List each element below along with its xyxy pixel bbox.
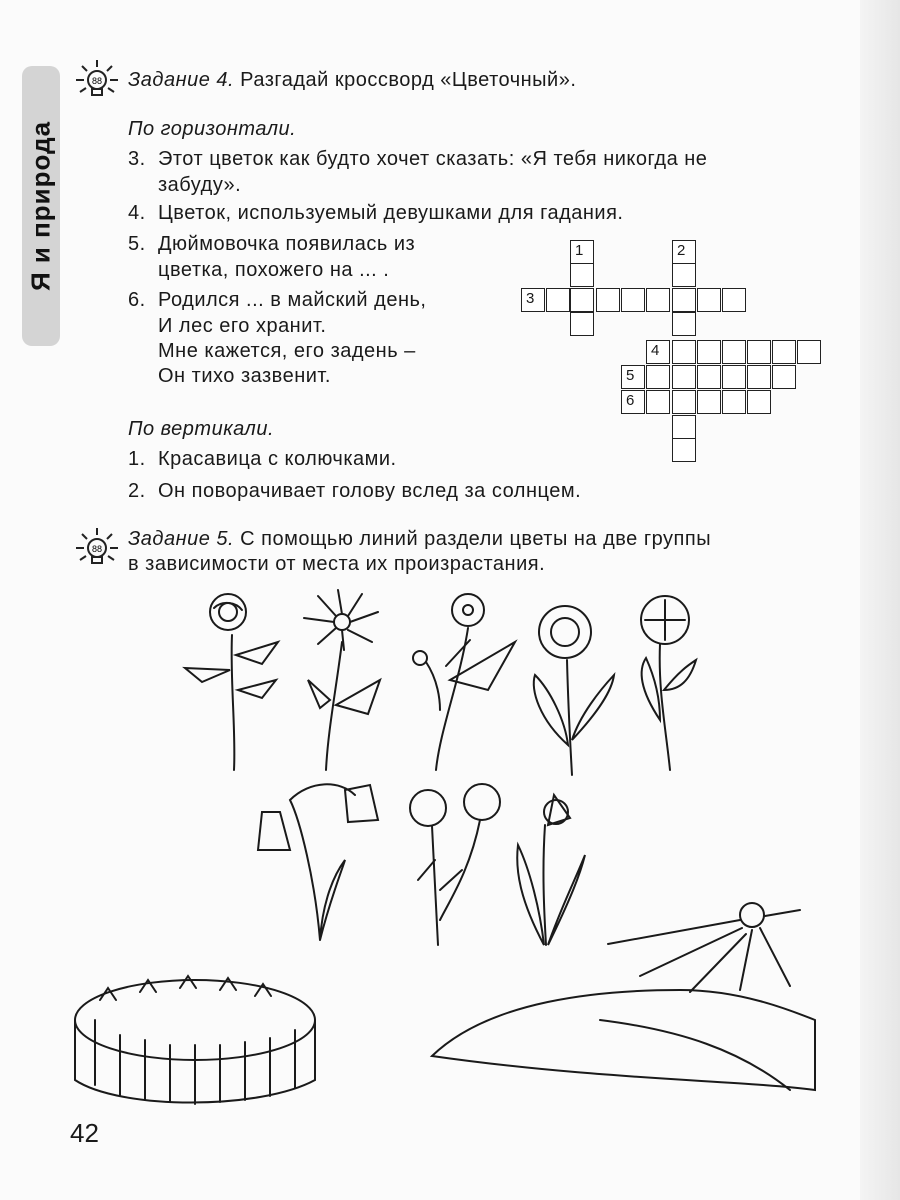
vclue-2: 2. Он поворачивает голову вслед за солнцем. [128,480,582,502]
clue-5-line1: 5. Дюймовочка появилась из [128,233,416,255]
crossword-cell[interactable] [646,390,670,414]
crossword-cell[interactable] [672,263,696,287]
clue-3-line2: забуду». [158,174,242,196]
crossword-cell[interactable] [672,438,696,462]
crossword-cell[interactable] [596,288,620,312]
crossword-cell[interactable]: 4 [646,340,670,364]
clue-6-line3: Мне кажется, его задень – [158,340,416,362]
flowers-illustration [0,580,900,1180]
crossword-cell[interactable] [722,390,746,414]
crossword-cell[interactable] [797,340,821,364]
clue-6-line1: 6. Родился ... в майский день, [128,289,427,311]
crossword-cell[interactable] [672,288,696,312]
crossword-cell[interactable] [621,288,645,312]
crossword-cell[interactable]: 5 [621,365,645,389]
daisy-drawing[interactable] [304,590,380,770]
crossword-cell[interactable] [697,288,721,312]
rose-drawing[interactable] [185,594,278,770]
buttercup-drawing[interactable] [413,594,515,770]
daffodil-drawing[interactable] [517,795,585,945]
vertical-header: По вертикали. [128,418,275,440]
clue-4: 4. Цветок, используемый девушками для гадания. [128,202,624,224]
clue-6-line4: Он тихо зазвенит. [158,365,331,387]
horizontal-header: По горизонтали. [128,118,297,140]
svg-text:88: 88 [91,76,103,86]
lightbulb-icon [74,526,120,572]
crossword-cell[interactable] [772,340,796,364]
section-tab-label: Я и природа [25,120,56,292]
lightbulb-icon [74,58,120,104]
page-number: 42 [70,1118,99,1148]
crossword-cell[interactable] [672,415,696,439]
crossword-cell[interactable] [697,340,721,364]
crossword-cell[interactable] [747,340,771,364]
clue-3-line1: 3. Этот цветок как будто хочет сказать: «Я тебя никогда не [128,148,708,170]
crossword-cell[interactable] [672,312,696,336]
crossword-cell[interactable]: 6 [621,390,645,414]
vclue-1: 1. Красавица с колючками. [128,448,397,470]
clue-6-line2: И лес его хранит. [158,315,327,337]
crossword-cell[interactable] [570,312,594,336]
crossword-cell[interactable] [546,288,570,312]
task4-text: Разгадай кроссворд «Цветочный». [240,69,577,91]
crossword-cell[interactable] [772,365,796,389]
crossword-cell[interactable] [672,390,696,414]
crossword-cell[interactable] [747,390,771,414]
clue-5-line2: цветка, похожего на ... . [158,259,390,281]
task4-label: Задание 4. [128,69,235,91]
svg-text:88: 88 [91,544,103,554]
task5-line2: в зависимости от места их произрастания. [128,553,546,575]
flowerbed-drawing[interactable] [75,976,315,1104]
crossword-cell[interactable] [646,288,670,312]
crossword-cell[interactable]: 1 [570,240,594,264]
crossword-cell[interactable] [722,288,746,312]
crossword-cell[interactable] [697,365,721,389]
dahlia-drawing[interactable] [641,596,696,770]
task5-line1: Задание 5. С помощью линий раздели цветы на две группы [128,528,712,550]
aster-drawing[interactable] [534,606,614,775]
crossword-cell[interactable] [570,288,594,312]
crossword-cell[interactable] [570,263,594,287]
crossword-cell[interactable] [747,365,771,389]
section-tab [22,66,60,346]
crossword-cell[interactable] [672,340,696,364]
carnation-drawing[interactable] [410,784,500,945]
crossword-cell[interactable]: 3 [521,288,545,312]
crossword-grid [520,237,825,469]
crossword-cell[interactable] [697,390,721,414]
meadow-drawing[interactable] [432,903,815,1090]
crossword-cell[interactable] [646,365,670,389]
crossword-cell[interactable] [672,365,696,389]
crossword-cell[interactable] [722,340,746,364]
task4-title [128,67,576,93]
bluebell-drawing[interactable] [258,784,378,940]
crossword-cell[interactable]: 2 [672,240,696,264]
crossword-cell[interactable] [722,365,746,389]
task5-label: Задание 5. [128,528,235,550]
